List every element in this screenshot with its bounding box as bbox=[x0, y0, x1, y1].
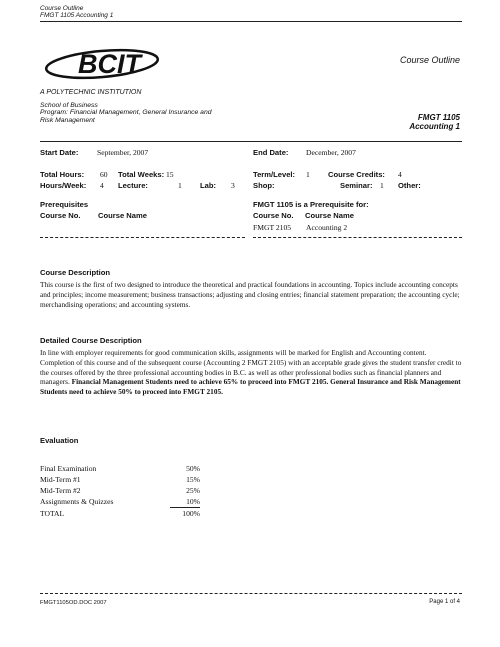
running-header-title: Course Outline bbox=[40, 5, 84, 12]
title-rule bbox=[40, 141, 462, 142]
total-weeks-value: 15 bbox=[166, 170, 174, 179]
seminar-value: 1 bbox=[380, 181, 384, 190]
bcit-logo-mark bbox=[42, 44, 162, 90]
footer-rule bbox=[40, 593, 462, 594]
prereq-for-title: FMGT 1105 is a Prerequisite for: bbox=[253, 200, 369, 209]
evaluation-item-pct: 50% bbox=[186, 464, 200, 473]
course-description-text: This course is the first of two designed to introduce the theoretical and practical foundations in accounting. Topics include accounting concepts and principles; income measurement; business transactions; adjusting and closing entries; financial statement preparation; the accounting cycle; merchandising operations; and accounting systems. bbox=[40, 280, 460, 309]
lab-label: Lab: bbox=[200, 181, 217, 190]
course-name: Accounting 1 bbox=[409, 122, 460, 131]
running-header-course: FMGT 1105 Accounting 1 bbox=[40, 12, 114, 19]
evaluation-item-pct: 25% bbox=[186, 486, 200, 495]
detailed-description-body bbox=[40, 348, 462, 397]
lecture-label: Lecture: bbox=[118, 181, 148, 190]
prereq-for-col-number: Course No. bbox=[253, 211, 294, 220]
logo-text: BCIT bbox=[78, 49, 141, 79]
seminar-label: Seminar: bbox=[340, 181, 373, 190]
footer-filename: FMGT1105OD.DOC 2007 bbox=[40, 600, 107, 606]
hours-week-value: 4 bbox=[100, 181, 104, 190]
total-weeks-label: Total Weeks: bbox=[118, 170, 165, 179]
evaluation-item-name: Final Examination bbox=[40, 464, 97, 473]
evaluation-sum-rule bbox=[170, 507, 200, 508]
program-line-2: Risk Management bbox=[40, 116, 95, 124]
term-level-value: 1 bbox=[306, 170, 310, 179]
school-block bbox=[40, 102, 212, 124]
logo-tagline: A POLYTECHNIC INSTITUTION bbox=[40, 89, 142, 96]
header-rule bbox=[40, 21, 462, 22]
other-label: Other: bbox=[398, 181, 421, 190]
lecture-value: 1 bbox=[178, 181, 182, 190]
evaluation-title: Evaluation bbox=[40, 436, 79, 445]
prereq-col-number: Course No. bbox=[40, 211, 81, 220]
evaluation-item-name: Assignments & Quizzes bbox=[40, 497, 114, 506]
lab-value: 3 bbox=[231, 181, 235, 190]
document-title: Course Outline bbox=[399, 55, 460, 65]
bcit-logo bbox=[42, 44, 162, 90]
course-code: FMGT 1105 bbox=[417, 113, 460, 122]
start-date-label: Start Date: bbox=[40, 148, 79, 157]
prereq-for-course-number: FMGT 2105 bbox=[253, 223, 292, 232]
prereq-for-col-name: Course Name bbox=[305, 211, 354, 220]
end-date-value: December, 2007 bbox=[306, 148, 356, 157]
course-credits-value: 4 bbox=[398, 170, 402, 179]
evaluation-total-value: 100% bbox=[182, 509, 200, 518]
hours-week-label: Hours/Week: bbox=[40, 181, 87, 190]
total-hours-value: 60 bbox=[100, 170, 108, 179]
evaluation-total-label: TOTAL bbox=[40, 509, 65, 518]
evaluation-item-name: Mid-Term #2 bbox=[40, 486, 81, 495]
end-date-label: End Date: bbox=[253, 148, 289, 157]
term-level-label: Term/Level: bbox=[253, 170, 296, 179]
footer-page-number: Page 1 of 4 bbox=[429, 599, 460, 605]
start-date-value: September, 2007 bbox=[97, 148, 149, 157]
evaluation-item-pct: 10% bbox=[186, 497, 200, 506]
prereq-divider-left bbox=[40, 237, 245, 238]
prerequisites-title: Prerequisites bbox=[40, 200, 89, 209]
prereq-col-name: Course Name bbox=[98, 211, 147, 220]
total-hours-label: Total Hours: bbox=[40, 170, 85, 179]
prereq-divider-right bbox=[253, 237, 462, 238]
evaluation-item-name: Mid-Term #1 bbox=[40, 475, 81, 484]
detailed-description-title: Detailed Course Description bbox=[40, 336, 142, 345]
school-name: School of Business bbox=[40, 102, 98, 109]
course-credits-label: Course Credits: bbox=[328, 170, 385, 179]
evaluation-item-pct: 15% bbox=[186, 475, 200, 484]
shop-label: Shop: bbox=[253, 181, 275, 190]
detailed-description-text: In line with employer requirements for good communication skills, assignments will be marked for English and Accounting content. Completion of this course and of the subsequent course (Accounting 2 FMGT 2105) with an acceptable grade gives the student transfer credit to the courses offered by the three professional accounting bodies in B.C. as well as other professional bodies such as financial planners and managers. bbox=[40, 348, 462, 387]
prereq-for-course-name: Accounting 2 bbox=[306, 223, 348, 232]
course-description-title: Course Description bbox=[40, 268, 111, 277]
program-line-1: Program: Financial Management, General Insurance and bbox=[40, 109, 212, 117]
course-id-block bbox=[409, 113, 460, 131]
detailed-description-requirements: Financial Management Students need to achieve 65% to proceed into FMGT 2105. General Insurance and Risk Management Students need to achieve 50% to proceed into FMGT 2105. bbox=[40, 377, 461, 397]
